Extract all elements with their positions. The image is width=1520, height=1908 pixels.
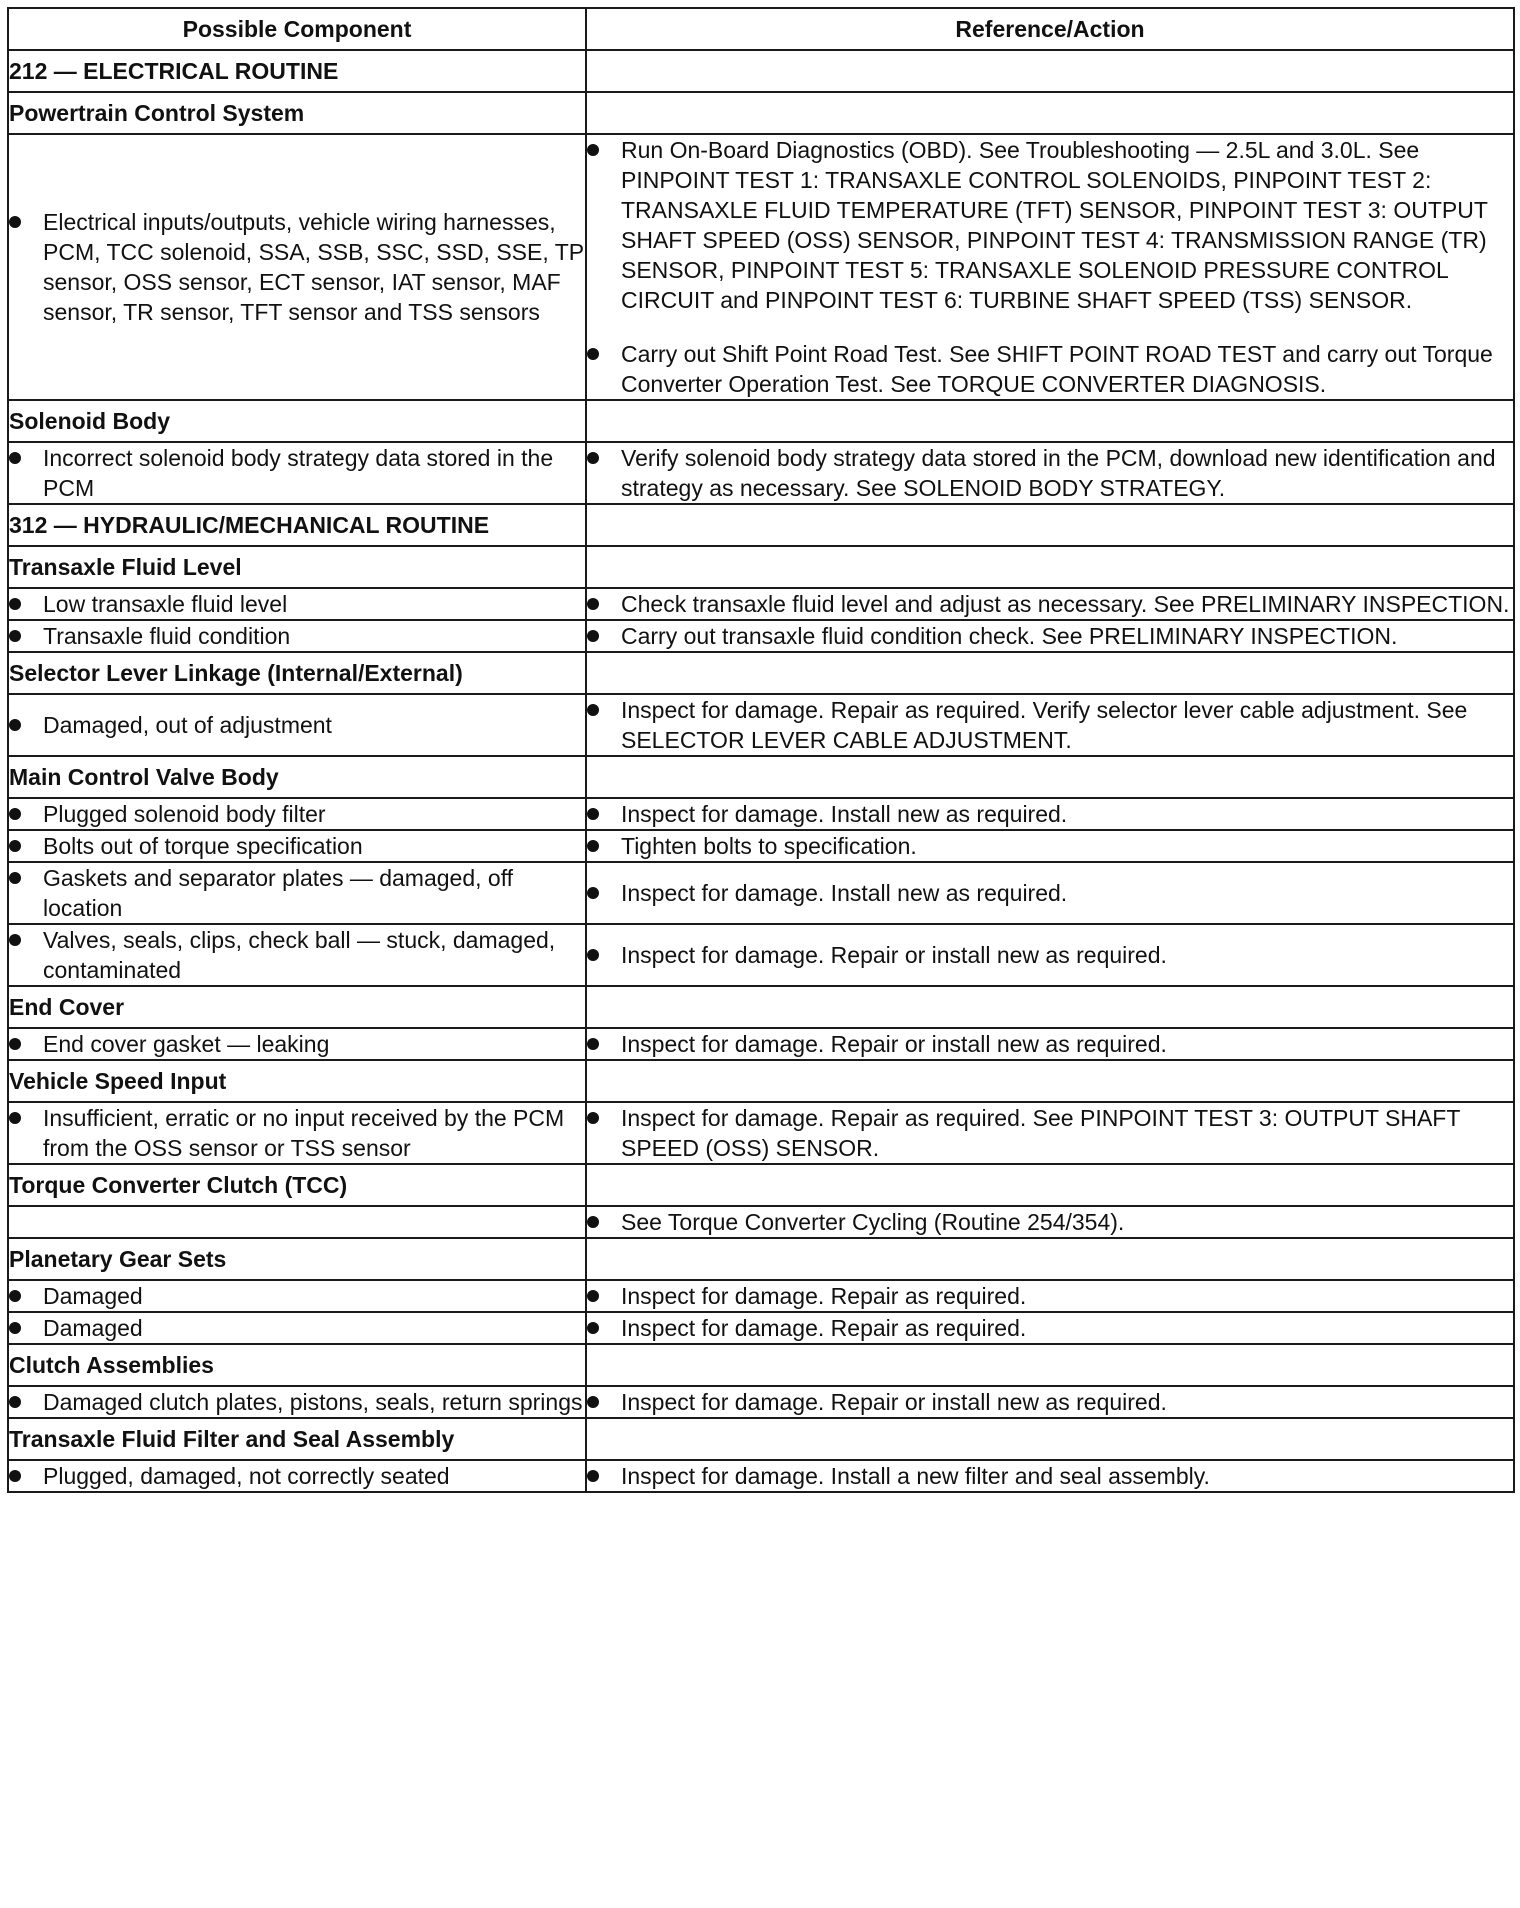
bullet-icon <box>587 840 599 852</box>
component-cell <box>8 134 586 400</box>
action-text: See Torque Converter Cycling (Routine 254/354). <box>621 1209 1125 1235</box>
action-text: Inspect for damage. Repair as required. <box>621 1283 1027 1309</box>
table-row <box>8 1280 1514 1312</box>
empty-cell <box>586 1238 1514 1280</box>
action-text: Run On-Board Diagnostics (OBD). See Troubleshooting — 2.5L and 3.0L. See PINPOINT TEST 1: TRANSAXLE CONTROL SOLENOIDS, PINPOINT TEST 2: TRANSAXLE FLUID TEMPERATURE (TFT) SENSOR, PINPOINT TEST 3: OUTPUT SHAFT SPEED (OSS) SENSOR, PINPOINT TEST 4: TRANSMISSION RANGE (TR) SENSOR, PINPOINT TEST 5: TRANSAXLE SOLENOID PRESSURE CONTROL CIRCUIT and PINPOINT TEST 6: TURBINE SHAFT SPEED (TSS) SENSOR. <box>621 137 1488 313</box>
component-cell <box>8 862 586 924</box>
action-cell <box>586 1460 1514 1492</box>
component-item <box>9 925 585 985</box>
table-row <box>8 1102 1514 1164</box>
component-cell <box>8 1280 586 1312</box>
component-text: Low transaxle fluid level <box>43 591 288 617</box>
action-cell <box>586 1386 1514 1418</box>
empty-cell <box>586 504 1514 546</box>
table-row <box>8 1460 1514 1492</box>
bullet-icon <box>587 452 599 464</box>
component-text: Electrical inputs/outputs, vehicle wiring harnesses, PCM, TCC solenoid, SSA, SSB, SSC, SSD, SSE, TP sensor, OSS sensor, ECT sensor, IAT sensor, MAF sensor, TR sensor, TFT sensor and TSS sensors <box>43 209 584 325</box>
section-heading-row <box>8 1418 1514 1460</box>
component-cell <box>8 798 586 830</box>
action-cell <box>586 1102 1514 1164</box>
action-item <box>587 135 1513 315</box>
section-heading-row <box>8 546 1514 588</box>
action-item <box>587 940 1513 970</box>
component-text: Valves, seals, clips, check ball — stuck, damaged, contaminated <box>43 927 556 983</box>
component-cell <box>8 588 586 620</box>
table-row <box>8 798 1514 830</box>
action-cell <box>586 924 1514 986</box>
component-text: Gaskets and separator plates — damaged, off location <box>43 865 514 921</box>
bullet-icon <box>9 1322 21 1334</box>
component-text: Damaged <box>43 1283 143 1309</box>
empty-cell <box>586 50 1514 92</box>
bullet-icon <box>587 598 599 610</box>
bullet-icon <box>587 348 599 360</box>
section-heading: Torque Converter Clutch (TCC) <box>8 1164 586 1206</box>
bullet-icon <box>587 1322 599 1334</box>
action-text: Inspect for damage. Install a new filter and seal assembly. <box>621 1463 1210 1489</box>
section-heading: Clutch Assemblies <box>8 1344 586 1386</box>
empty-cell <box>586 546 1514 588</box>
section-heading: Planetary Gear Sets <box>8 1238 586 1280</box>
component-cell <box>8 1460 586 1492</box>
component-item <box>9 1029 585 1059</box>
table-row <box>8 830 1514 862</box>
action-text: Carry out transaxle fluid condition check. See PRELIMINARY INSPECTION. <box>621 623 1398 649</box>
bullet-icon <box>587 887 599 899</box>
component-item <box>9 863 585 923</box>
component-item <box>9 1387 585 1417</box>
bullet-icon <box>9 1290 21 1302</box>
empty-cell <box>586 1418 1514 1460</box>
bullet-icon <box>9 1038 21 1050</box>
table-row <box>8 442 1514 504</box>
component-item <box>9 831 585 861</box>
action-item <box>587 1461 1513 1491</box>
action-text: Inspect for damage. Repair as required. <box>621 1315 1027 1341</box>
action-item <box>587 695 1513 755</box>
empty-cell <box>586 1060 1514 1102</box>
action-cell <box>586 1280 1514 1312</box>
section-heading: Selector Lever Linkage (Internal/External) <box>8 652 586 694</box>
bullet-icon <box>9 840 21 852</box>
section-heading-row <box>8 50 1514 92</box>
table-row <box>8 924 1514 986</box>
section-heading: Powertrain Control System <box>8 92 586 134</box>
action-text: Carry out Shift Point Road Test. See SHIFT POINT ROAD TEST and carry out Torque Converter Operation Test. See TORQUE CONVERTER DIAGNOSIS. <box>621 341 1493 397</box>
section-heading-row <box>8 986 1514 1028</box>
component-cell <box>8 694 586 756</box>
action-item <box>587 1313 1513 1343</box>
action-cell <box>586 134 1514 400</box>
action-cell <box>586 1028 1514 1060</box>
section-heading: End Cover <box>8 986 586 1028</box>
bullet-icon <box>9 808 21 820</box>
component-cell <box>8 1386 586 1418</box>
table-row <box>8 1312 1514 1344</box>
component-cell <box>8 620 586 652</box>
bullet-icon <box>9 1396 21 1408</box>
component-item <box>9 799 585 829</box>
bullet-icon <box>9 934 21 946</box>
empty-cell <box>586 986 1514 1028</box>
section-heading-row <box>8 92 1514 134</box>
component-item <box>9 710 585 740</box>
action-item <box>587 1207 1513 1237</box>
section-heading-row <box>8 504 1514 546</box>
bullet-icon <box>587 1290 599 1302</box>
action-cell <box>586 694 1514 756</box>
header-reference-action: Reference/Action <box>586 8 1514 50</box>
component-cell <box>8 1312 586 1344</box>
action-text: Inspect for damage. Install new as required. <box>621 801 1068 827</box>
action-cell <box>586 1206 1514 1238</box>
action-item <box>587 831 1513 861</box>
action-item <box>587 589 1513 619</box>
bullet-icon <box>587 1112 599 1124</box>
section-heading-row <box>8 756 1514 798</box>
component-text: End cover gasket — leaking <box>43 1031 330 1057</box>
bullet-icon <box>587 1216 599 1228</box>
component-item <box>9 207 585 327</box>
section-heading-row <box>8 1164 1514 1206</box>
action-cell <box>586 620 1514 652</box>
empty-cell <box>586 756 1514 798</box>
table-row <box>8 1028 1514 1060</box>
bullet-icon <box>9 598 21 610</box>
action-text: Inspect for damage. Repair as required. Verify selector lever cable adjustment. See SELECTOR LEVER CABLE ADJUSTMENT. <box>621 697 1468 753</box>
section-heading: Transaxle Fluid Filter and Seal Assembly <box>8 1418 586 1460</box>
section-heading: Main Control Valve Body <box>8 756 586 798</box>
action-cell <box>586 798 1514 830</box>
action-item <box>587 1281 1513 1311</box>
bullet-icon <box>9 216 21 228</box>
section-heading-row <box>8 1060 1514 1102</box>
action-item <box>587 621 1513 651</box>
component-text: Transaxle fluid condition <box>43 623 291 649</box>
section-heading: Transaxle Fluid Level <box>8 546 586 588</box>
component-text: Bolts out of torque specification <box>43 833 363 859</box>
empty-cell <box>586 92 1514 134</box>
section-heading: Vehicle Speed Input <box>8 1060 586 1102</box>
component-item <box>9 1103 585 1163</box>
table-row <box>8 862 1514 924</box>
component-item <box>9 443 585 503</box>
action-text: Check transaxle fluid level and adjust as necessary. See PRELIMINARY INSPECTION. <box>621 591 1510 617</box>
component-text: Incorrect solenoid body strategy data stored in the PCM <box>43 445 554 501</box>
component-item <box>9 1461 585 1491</box>
table-row <box>8 588 1514 620</box>
bullet-icon <box>9 630 21 642</box>
bullet-icon <box>9 452 21 464</box>
bullet-icon <box>9 872 21 884</box>
section-heading-row <box>8 652 1514 694</box>
section-heading-row <box>8 1344 1514 1386</box>
table-row <box>8 620 1514 652</box>
action-text: Inspect for damage. Install new as required. <box>621 880 1068 906</box>
action-item <box>587 443 1513 503</box>
empty-cell <box>586 652 1514 694</box>
section-heading: 212 — ELECTRICAL ROUTINE <box>8 50 586 92</box>
bullet-icon <box>9 719 21 731</box>
action-item <box>587 1029 1513 1059</box>
action-item <box>587 878 1513 908</box>
section-heading: Solenoid Body <box>8 400 586 442</box>
action-cell <box>586 830 1514 862</box>
bullet-icon <box>587 630 599 642</box>
table-row <box>8 1386 1514 1418</box>
action-text: Inspect for damage. Repair or install new as required. <box>621 1389 1167 1415</box>
action-item <box>587 1387 1513 1417</box>
section-heading-row <box>8 400 1514 442</box>
header-possible-component: Possible Component <box>8 8 586 50</box>
bullet-icon <box>587 704 599 716</box>
section-heading: 312 — HYDRAULIC/MECHANICAL ROUTINE <box>8 504 586 546</box>
component-item <box>9 621 585 651</box>
action-cell <box>586 862 1514 924</box>
action-text: Tighten bolts to specification. <box>621 833 917 859</box>
action-text: Inspect for damage. Repair or install new as required. <box>621 942 1167 968</box>
bullet-icon <box>587 1470 599 1482</box>
component-text: Plugged solenoid body filter <box>43 801 326 827</box>
component-item <box>9 1313 585 1343</box>
table-row <box>8 134 1514 400</box>
empty-cell <box>586 1164 1514 1206</box>
bullet-icon <box>587 949 599 961</box>
component-item <box>9 589 585 619</box>
action-item <box>587 1103 1513 1163</box>
component-cell <box>8 1206 586 1238</box>
bullet-icon <box>587 1396 599 1408</box>
table-row <box>8 1206 1514 1238</box>
component-cell <box>8 830 586 862</box>
bullet-icon <box>587 144 599 156</box>
component-text: Plugged, damaged, not correctly seated <box>43 1463 450 1489</box>
action-cell <box>586 1312 1514 1344</box>
bullet-icon <box>587 1038 599 1050</box>
action-text: Inspect for damage. Repair or install new as required. <box>621 1031 1167 1057</box>
action-text: Inspect for damage. Repair as required. See PINPOINT TEST 3: OUTPUT SHAFT SPEED (OSS) SENSOR. <box>621 1105 1460 1161</box>
action-item <box>587 799 1513 829</box>
empty-cell <box>586 1344 1514 1386</box>
table-body <box>8 50 1514 1492</box>
component-text: Insufficient, erratic or no input received by the PCM from the OSS sensor or TSS sensor <box>43 1105 565 1161</box>
component-text: Damaged <box>43 1315 143 1341</box>
component-text: Damaged clutch plates, pistons, seals, return springs <box>43 1389 583 1415</box>
empty-cell <box>586 400 1514 442</box>
component-text: Damaged, out of adjustment <box>43 712 332 738</box>
table-row <box>8 694 1514 756</box>
diagnostic-table <box>7 7 1515 1493</box>
component-item <box>9 1281 585 1311</box>
action-item <box>587 339 1513 399</box>
component-cell <box>8 1028 586 1060</box>
component-cell <box>8 1102 586 1164</box>
action-cell <box>586 442 1514 504</box>
bullet-icon <box>9 1470 21 1482</box>
bullet-icon <box>587 808 599 820</box>
action-text: Verify solenoid body strategy data stored in the PCM, download new identification and strategy as necessary. See SOLENOID BODY STRATEGY. <box>621 445 1496 501</box>
section-heading-row <box>8 1238 1514 1280</box>
component-cell <box>8 924 586 986</box>
component-cell <box>8 442 586 504</box>
bullet-icon <box>9 1112 21 1124</box>
action-cell <box>586 588 1514 620</box>
header-row <box>8 8 1514 50</box>
